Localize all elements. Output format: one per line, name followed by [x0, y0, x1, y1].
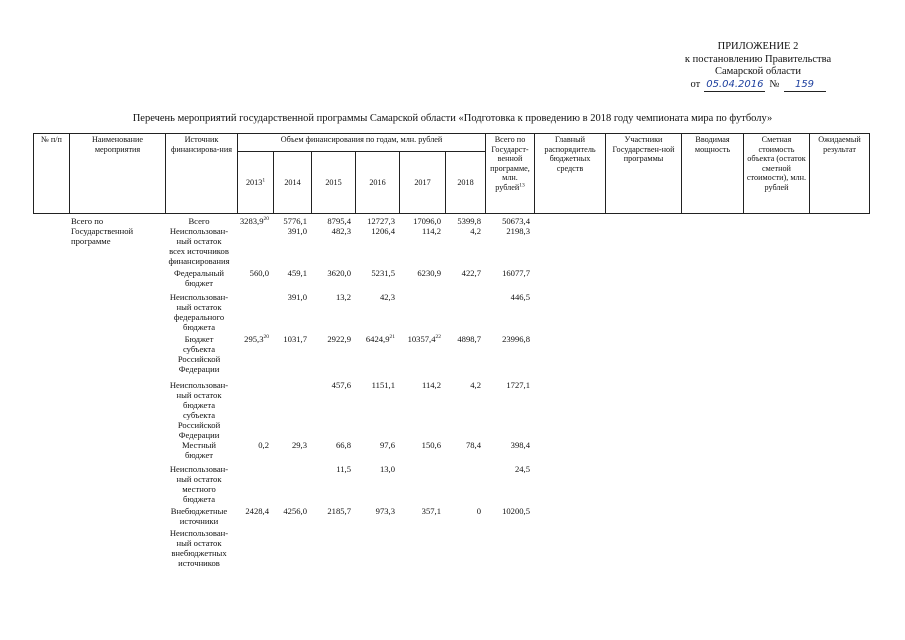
measure-name: Всего по Государственной программе [71, 216, 134, 246]
value-cell-v2016: 1206,4 [371, 226, 395, 236]
appendix-title: ПРИЛОЖЕНИЕ 2 [717, 41, 799, 52]
value-cell-v2015: 457,6 [331, 380, 351, 390]
value-cell-v2017: 10357,4$^{22}$ [407, 334, 441, 344]
source-cell: Неиспользован- ный остаток внебюджетных источников [169, 528, 229, 568]
value-cell-v2013: 0,2 [258, 440, 269, 450]
header-cost: Сметная стоимость объекта (остаток сметной стоимости), млн. рублей [744, 134, 810, 214]
source-cell: Бюджет субъекта Российской Федерации [177, 334, 221, 374]
value-cell-v2017: 6230,9 [417, 268, 441, 278]
value-cell-v2014: 4256,0 [283, 506, 307, 516]
value-cell-v2018: 5399,8 [457, 216, 481, 226]
header-capacity: Вводимая мощность [682, 134, 744, 214]
value-cell-total: 398,4 [510, 440, 530, 450]
appendix-date-line [660, 79, 856, 93]
value-cell-v2016: 6424,9$^{21}$ [365, 334, 395, 344]
handwritten-number: 159 [784, 79, 826, 93]
value-cell-v2017: 150,6 [421, 440, 441, 450]
value-cell-v2018: 0 [476, 506, 481, 516]
header-no: № п/п [34, 134, 70, 214]
value-cell-v2013: 2428,4 [245, 506, 269, 516]
date-prefix: от [690, 78, 701, 90]
value-cell-total: 10200,5 [502, 506, 530, 516]
document-title: Перечень мероприятий государственной программы Самарской области «Подготовка к проведению в 2018 году чемпионата мира по футболу» [132, 113, 773, 124]
header-year-2018: 2018 [446, 152, 486, 214]
value-cell-v2014: 29,3 [291, 440, 307, 450]
value-cell-v2016: 5231,5 [371, 268, 395, 278]
value-cell-v2018: 4,2 [470, 226, 481, 236]
appendix-line-2: Самарской области [715, 66, 801, 77]
value-cell-v2017: 17096,0 [413, 216, 441, 226]
value-cell-v2016: 42,3 [379, 292, 395, 302]
value-cell-v2016: 1151,1 [371, 380, 395, 390]
value-cell-v2018: 422,7 [461, 268, 481, 278]
source-cell: Всего [188, 216, 210, 226]
header-year-2013: 2013$^1$ [238, 152, 274, 214]
value-cell-total: 23996,8 [502, 334, 530, 344]
value-cell-v2016: 973,3 [375, 506, 395, 516]
table-header [33, 133, 870, 214]
number-sign: № [769, 78, 780, 90]
value-cell-total: 24,5 [514, 464, 530, 474]
source-cell: Местный бюджет [181, 440, 217, 460]
header-name: Наименование мероприятия [70, 134, 166, 214]
value-cell-v2018: 4898,7 [457, 334, 481, 344]
value-cell-total: 2198,3 [506, 226, 530, 236]
value-cell-v2014: 391,0 [287, 292, 307, 302]
value-cell-v2013: 560,0 [249, 268, 269, 278]
value-cell-total: 446,5 [510, 292, 530, 302]
value-cell-total: 1727,1 [506, 380, 530, 390]
value-cell-v2013: 295,3$^{20}$ [244, 334, 269, 344]
source-cell: Неиспользован- ный остаток местного бюджета [169, 464, 229, 504]
header-manager: Главный распорядитель бюджетных средств [535, 134, 606, 214]
value-cell-v2016: 97,6 [379, 440, 395, 450]
value-cell-v2017: 114,2 [421, 226, 441, 236]
header-volume: Объем финансирования по годам, млн. рублей [238, 134, 486, 152]
value-cell-v2015: 2185,7 [327, 506, 351, 516]
value-cell-v2018: 4,2 [470, 380, 481, 390]
header-year-2017: 2017 [400, 152, 446, 214]
value-cell-v2014: 5776,1 [283, 216, 307, 226]
value-cell-total: 16077,7 [502, 268, 530, 278]
handwritten-date: 05.04.2016 [704, 79, 765, 93]
value-cell-v2015: 482,3 [331, 226, 351, 236]
value-cell-v2015: 8795,4 [327, 216, 351, 226]
value-cell-v2015: 2922,9 [327, 334, 351, 344]
header-year-2014: 2014 [274, 152, 312, 214]
value-cell-v2016: 13,0 [379, 464, 395, 474]
value-cell-v2015: 66,8 [335, 440, 351, 450]
value-cell-v2017: 114,2 [421, 380, 441, 390]
value-cell-v2015: 11,5 [336, 464, 351, 474]
value-cell-v2013: 3283,9$^{20}$ [239, 216, 269, 226]
header-year-2016: 2016 [356, 152, 400, 214]
value-cell-v2017: 357,1 [421, 506, 441, 516]
value-cell-v2016: 12727,3 [367, 216, 395, 226]
value-cell-v2015: 3620,0 [327, 268, 351, 278]
header-participants: Участники Государствен-ной программы [606, 134, 682, 214]
value-cell-v2014: 1031,7 [283, 334, 307, 344]
source-cell: Внебюджетные источники [170, 506, 228, 526]
value-cell-v2014: 459,1 [287, 268, 307, 278]
source-cell: Неиспользован- ный остаток всех источников финансирования [168, 226, 230, 266]
appendix-block [660, 41, 856, 92]
source-cell: Федеральный бюджет [173, 268, 225, 288]
value-cell-v2015: 13,2 [335, 292, 351, 302]
value-cell-v2014: 391,0 [287, 226, 307, 236]
appendix-line-1: к постановлению Правительства [684, 53, 832, 65]
value-cell-v2018: 78,4 [465, 440, 481, 450]
header-total: Всего по Государст-венной программе, млн. рублей$^{13}$ [486, 134, 535, 214]
header-year-2015: 2015 [312, 152, 356, 214]
header-source: Источник финансирова-ния [166, 134, 238, 214]
value-cell-total: 50673,4 [502, 216, 530, 226]
header-result: Ожидаемый результат [810, 134, 870, 214]
source-cell: Неиспользован- ный остаток бюджета субъекта Российской Федерации [169, 380, 229, 440]
source-cell: Неиспользован- ный остаток федерального бюджета [169, 292, 229, 332]
